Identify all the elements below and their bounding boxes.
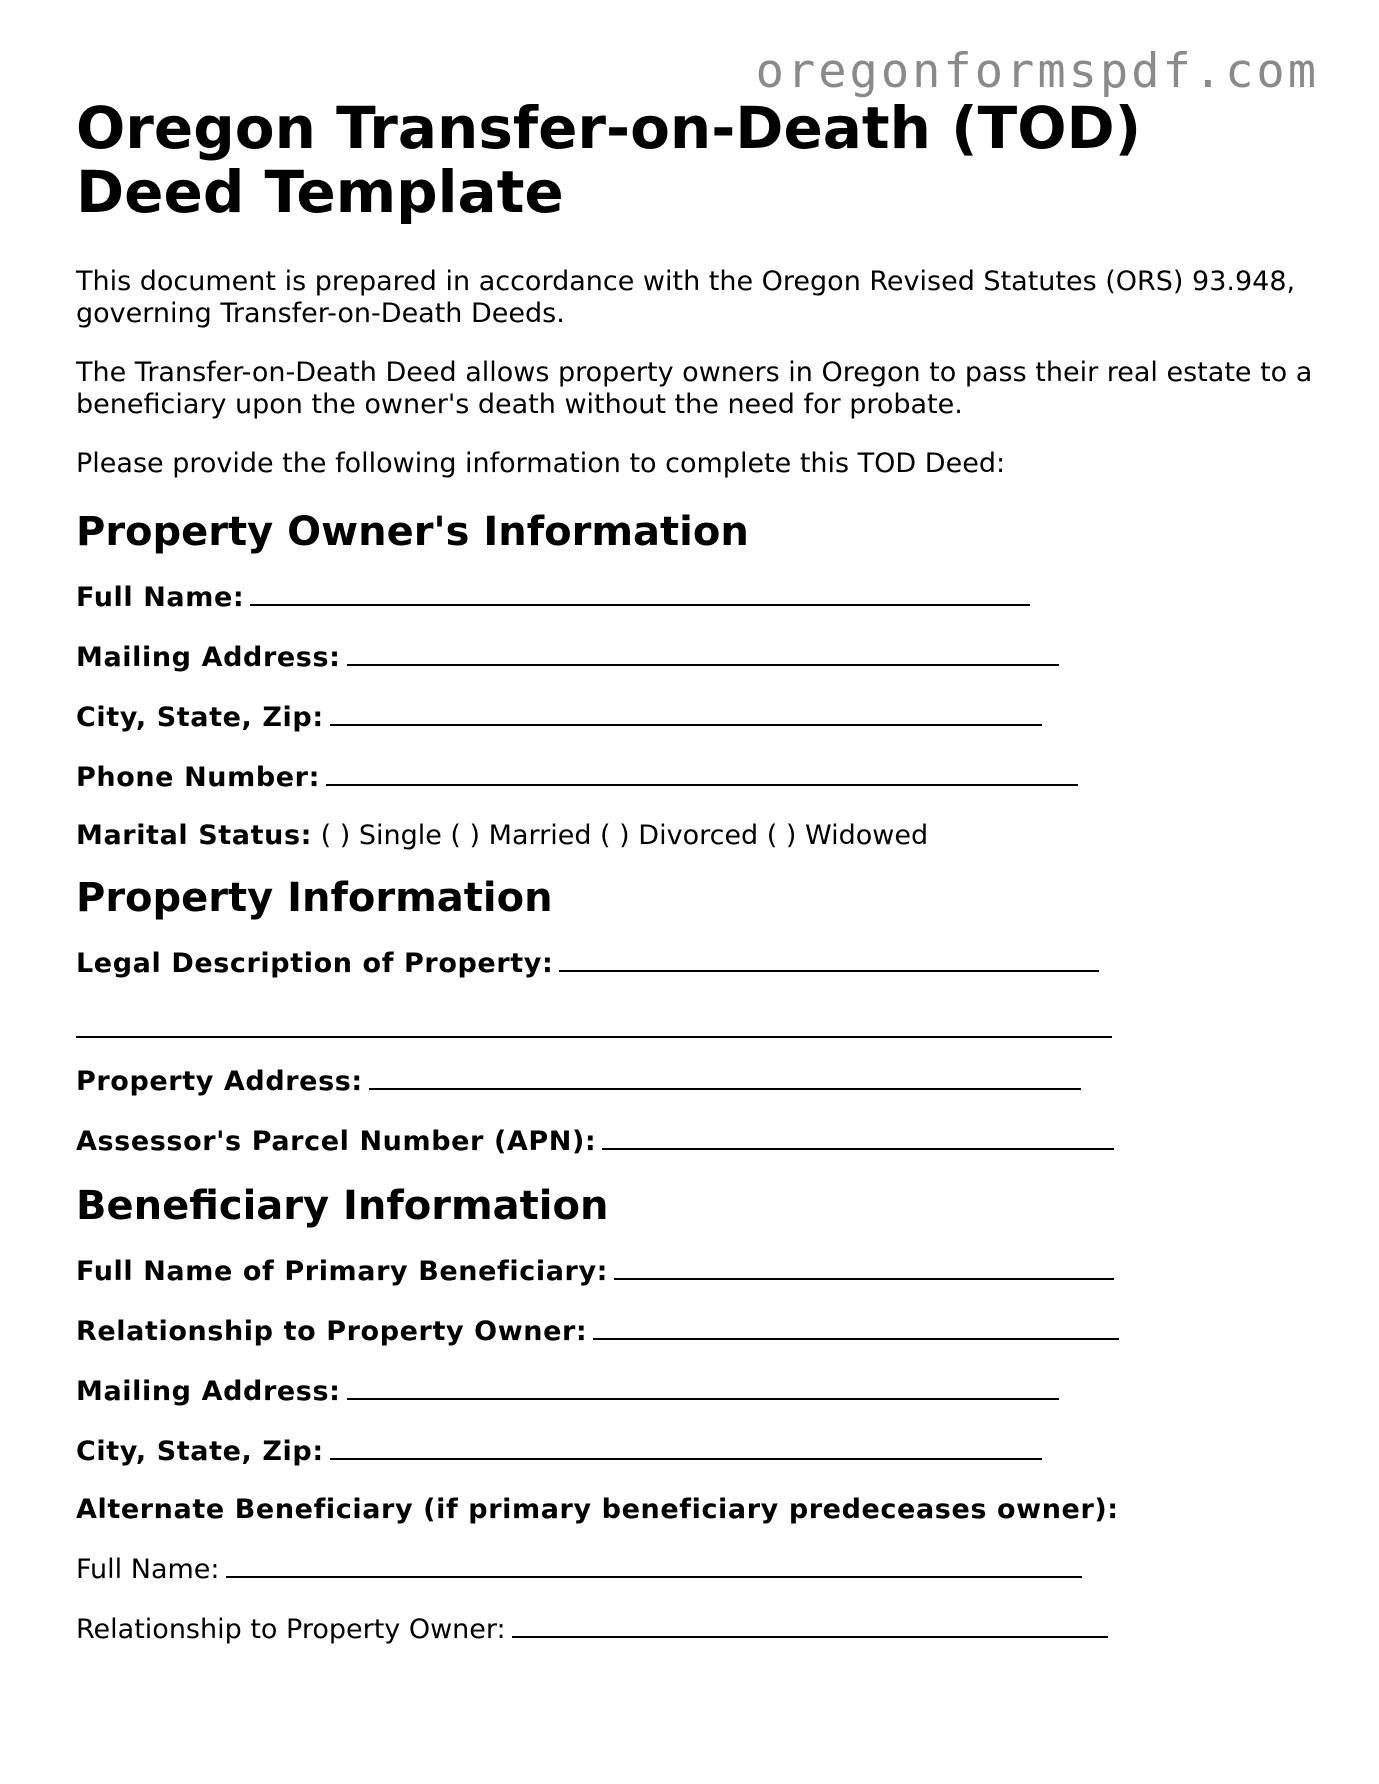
property-address-label: Property Address: — [76, 1066, 363, 1097]
owner-phone-field — [76, 760, 1316, 794]
owner-mailing-address-field — [76, 640, 1316, 674]
property-apn-field — [76, 1124, 1316, 1158]
beneficiary-primary-name-label: Full Name of Primary Beneficiary: — [76, 1256, 609, 1287]
alternate-beneficiary-heading: Alternate Beneficiary (if primary beneficiary predeceases owner): — [76, 1494, 1119, 1525]
beneficiary-relationship-label: Relationship to Property Owner: — [76, 1316, 588, 1347]
intro-instructions: Please provide the following information to complete this TOD Deed: — [76, 448, 1006, 479]
owner-section-heading: Property Owner's Information — [76, 509, 749, 555]
alternate-full-name-field — [76, 1552, 1316, 1586]
owner-phone-label: Phone Number: — [76, 762, 320, 793]
property-legal-description-field — [76, 946, 1316, 980]
alternate-beneficiary-heading-row — [76, 1494, 1316, 1526]
property-section-heading: Property Information — [76, 875, 553, 921]
property-legal-description-blank[interactable] — [559, 946, 1099, 972]
owner-marital-status-field — [76, 820, 1316, 852]
alternate-relationship-label: Relationship to Property Owner: — [76, 1614, 506, 1645]
beneficiary-primary-name-field — [76, 1254, 1316, 1288]
beneficiary-city-state-zip-field — [76, 1434, 1316, 1468]
beneficiary-mailing-address-field — [76, 1374, 1316, 1408]
watermark: oregonformspdf.com — [755, 44, 1319, 99]
alternate-relationship-field — [76, 1612, 1316, 1646]
owner-full-name-blank[interactable] — [250, 580, 1030, 606]
owner-city-state-zip-blank[interactable] — [330, 700, 1042, 726]
beneficiary-city-state-zip-blank[interactable] — [330, 1434, 1042, 1460]
intro — [76, 266, 1316, 480]
alternate-full-name-blank[interactable] — [226, 1552, 1082, 1578]
owner-city-state-zip-field — [76, 700, 1316, 734]
property-apn-label: Assessor's Parcel Number (APN): — [76, 1126, 597, 1157]
beneficiary-city-state-zip-label: City, State, Zip: — [76, 1436, 324, 1467]
beneficiary-relationship-blank[interactable] — [593, 1314, 1119, 1340]
property-legal-description-blank-line-2[interactable] — [76, 1006, 1112, 1038]
beneficiary-section-heading: Beneficiary Information — [76, 1183, 609, 1229]
document-body — [76, 96, 1316, 1646]
owner-mailing-address-blank[interactable] — [347, 640, 1059, 666]
beneficiary-mailing-address-blank[interactable] — [347, 1374, 1059, 1400]
beneficiary-relationship-field — [76, 1314, 1316, 1348]
property-apn-blank[interactable] — [602, 1124, 1114, 1150]
owner-marital-status-options[interactable]: ( ) Single ( ) Married ( ) Divorced ( ) Widowed — [320, 820, 929, 851]
owner-marital-status-label: Marital Status: — [76, 820, 313, 851]
owner-city-state-zip-label: City, State, Zip: — [76, 702, 324, 733]
property-address-blank[interactable] — [369, 1064, 1081, 1090]
beneficiary-mailing-address-label: Mailing Address: — [76, 1376, 341, 1407]
intro-purpose: The Transfer-on-Death Deed allows property owners in Oregon to pass their real estate to a beneficiary upon the owner's death without the need for probate. — [76, 357, 1313, 420]
beneficiary-primary-name-blank[interactable] — [614, 1254, 1114, 1280]
alternate-relationship-blank[interactable] — [512, 1612, 1108, 1638]
owner-phone-blank[interactable] — [326, 760, 1078, 786]
owner-full-name-label: Full Name: — [76, 582, 245, 613]
document-title: Oregon Transfer-on-Death (TOD) Deed Template — [76, 94, 1142, 226]
alternate-full-name-label: Full Name: — [76, 1554, 220, 1585]
owner-full-name-field — [76, 580, 1316, 614]
intro-statute: This document is prepared in accordance with the Oregon Revised Statutes (ORS) 93.948, governing Transfer-on-Death Deeds. — [76, 266, 1296, 329]
property-legal-description-label: Legal Description of Property: — [76, 948, 554, 979]
property-address-field — [76, 1064, 1316, 1098]
owner-mailing-address-label: Mailing Address: — [76, 642, 341, 673]
